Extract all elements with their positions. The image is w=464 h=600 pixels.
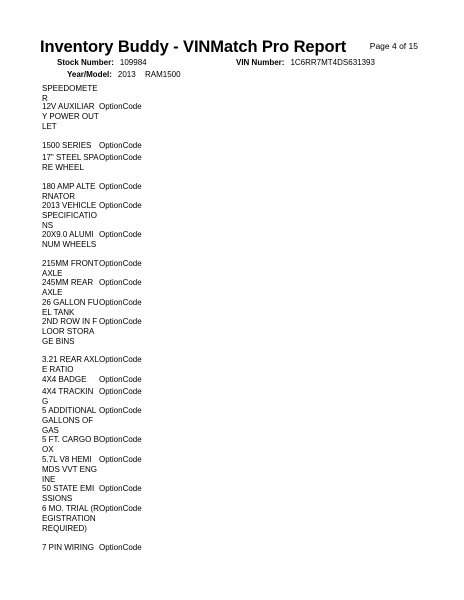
option-code: OptionCode: [99, 230, 142, 239]
list-item: [42, 141, 142, 151]
option-code: OptionCode: [99, 317, 142, 326]
list-item: [42, 230, 142, 250]
option-description: 5.7L V8 HEMI MDS VVT ENGINE: [42, 455, 97, 484]
page-number: Page 4 of 15: [369, 41, 418, 51]
option-description: 5 ADDITIONAL GALLONS OF GAS: [42, 406, 96, 435]
option-code: OptionCode: [99, 375, 142, 384]
list-item: [42, 455, 142, 485]
list-item: [42, 153, 142, 173]
option-description: 12V AUXILIARY POWER OUTLET: [42, 102, 99, 131]
option-description: 245MM REAR AXLE: [42, 278, 94, 297]
option-description: 26 GALLON FUEL TANK: [42, 298, 99, 317]
list-item: [42, 406, 142, 436]
list-item: [42, 355, 142, 375]
model-value: RAM1500: [145, 70, 181, 79]
option-description: 4X4 TRACKING: [42, 387, 94, 406]
option-description: 2013 VEHICLE SPECIFICATIONS: [42, 201, 97, 230]
list-item: [42, 387, 142, 407]
option-code: OptionCode: [99, 484, 142, 493]
vin-number-value: 1C6RR7MT4DS631393: [290, 58, 375, 67]
option-code: OptionCode: [99, 406, 142, 415]
list-item: [42, 201, 142, 231]
stock-number-value: 109984: [119, 58, 147, 67]
year-model-label: Year/Model:: [67, 70, 112, 79]
option-description: 6 MO. TRIAL (REGISTRATION REQUIRED): [42, 504, 99, 533]
option-description: 3.21 REAR AXLE RATIO: [42, 355, 99, 374]
option-code: OptionCode: [99, 153, 142, 162]
option-code: OptionCode: [99, 504, 142, 513]
option-code: OptionCode: [99, 141, 142, 150]
list-item: [42, 375, 142, 385]
option-description: 180 AMP ALTERNATOR: [42, 182, 96, 201]
list-item: [42, 84, 99, 104]
list-item: [42, 543, 142, 553]
list-item: [42, 484, 142, 504]
option-description: 1500 SERIES: [42, 141, 92, 150]
list-item: [42, 102, 142, 132]
stock-number: [57, 58, 147, 67]
list-item: [42, 259, 142, 279]
year-model: [67, 70, 136, 79]
option-description: 5 FT. CARGO BOX: [42, 435, 99, 454]
option-description: 7 PIN WIRING: [42, 543, 95, 552]
option-code: OptionCode: [99, 278, 142, 287]
option-code: OptionCode: [99, 259, 142, 268]
option-code: OptionCode: [99, 102, 142, 111]
option-code: OptionCode: [99, 435, 142, 444]
report-title: Inventory Buddy - VINMatch Pro Report: [40, 38, 347, 56]
option-code: OptionCode: [99, 355, 142, 364]
list-item: [42, 435, 142, 455]
option-description: 20X9.0 ALUMINUM WHEELS: [42, 230, 97, 249]
vin-number-label: VIN Number:: [236, 58, 285, 67]
option-description: 50 STATE EMISSIONS: [42, 484, 95, 503]
option-description: 4X4 BADGE: [42, 375, 87, 384]
stock-number-label: Stock Number:: [57, 58, 114, 67]
list-item: [42, 504, 142, 534]
option-description: 215MM FRONT AXLE: [42, 259, 99, 278]
list-item: [42, 317, 142, 347]
option-description: 2ND ROW IN FLOOR STORAGE BINS: [42, 317, 98, 346]
list-item: [42, 298, 142, 318]
option-description: 17" STEEL SPARE WHEEL: [42, 153, 99, 172]
vin-number: [236, 58, 375, 67]
option-code: OptionCode: [99, 543, 142, 552]
option-description: SPEEDOMETER: [42, 84, 98, 103]
option-code: OptionCode: [99, 387, 142, 396]
list-item: [42, 278, 142, 298]
year-value: 2013: [117, 70, 136, 79]
option-code: OptionCode: [99, 298, 142, 307]
option-code: OptionCode: [99, 455, 142, 464]
list-item: [42, 182, 142, 202]
option-code: OptionCode: [99, 182, 142, 191]
option-code: OptionCode: [99, 201, 142, 210]
